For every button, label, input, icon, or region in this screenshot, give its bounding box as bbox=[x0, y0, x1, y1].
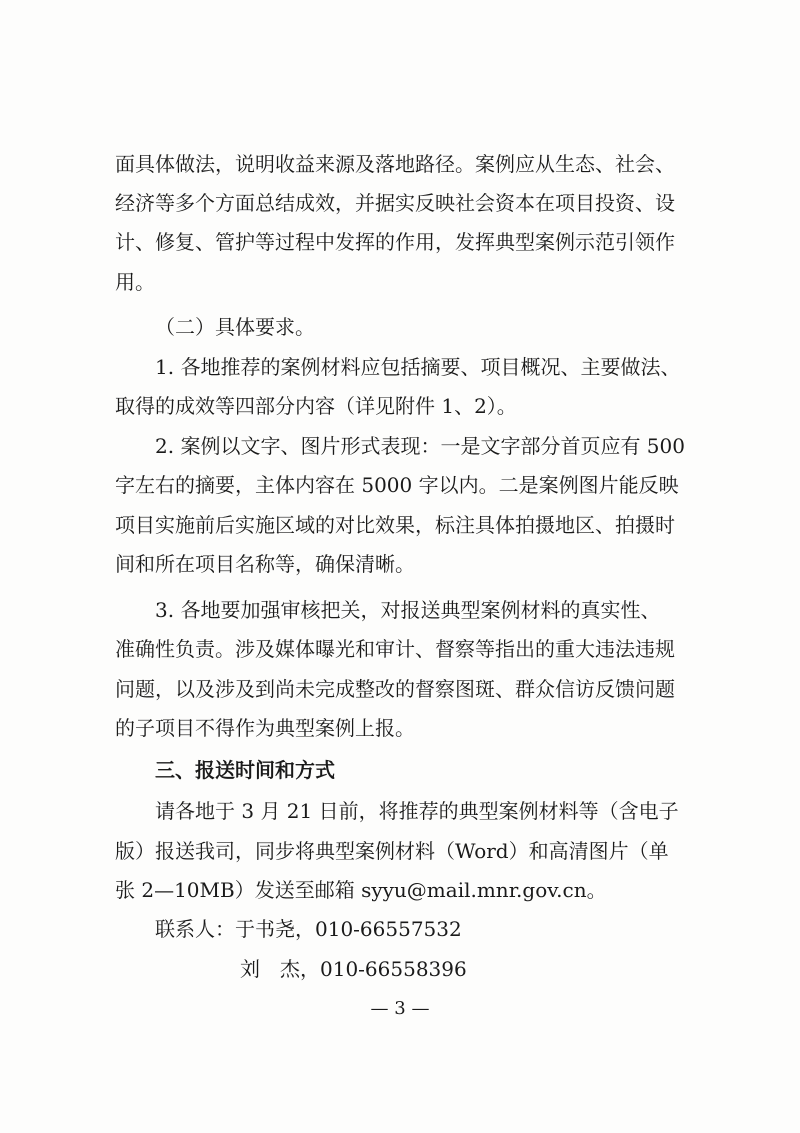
req-3-line-1: 3. 各地要加强审核把关，对报送典型案例材料的真实性、 bbox=[155, 598, 661, 622]
req-2-line-3: 项目实施前后实施区域的对比效果，标注具体拍摄地区、拍摄时 bbox=[115, 513, 675, 537]
page-number: — 3 — bbox=[370, 998, 430, 1019]
req-3-line-3: 问题，以及涉及到尚未完成整改的督察图斑、群众信访反馈问题 bbox=[115, 677, 675, 701]
req-1-line-1: 1. 各地推荐的案例材料应包括摘要、项目概况、主要做法、 bbox=[155, 355, 681, 379]
body-line-1: 面具体做法，说明收益来源及落地路径。案例应从生态、社会、 bbox=[115, 152, 675, 176]
contact-line-2: 刘 杰，010-66558396 bbox=[240, 957, 467, 981]
req-2-line-4: 间和所在项目名称等，确保清晰。 bbox=[115, 552, 415, 576]
contact-line-1: 联系人：于书尧，010-66557532 bbox=[155, 917, 462, 941]
submit-line-3: 张 2—10MB）发送至邮箱 syyu@mail.mnr.gov.cn。 bbox=[115, 878, 607, 902]
body-line-3: 计、修复、管护等过程中发挥的作用，发挥典型案例示范引领作 bbox=[115, 230, 675, 254]
req-3-line-2: 准确性负责。涉及媒体曝光和审计、督察等指出的重大违法违规 bbox=[115, 637, 675, 661]
req-1-line-2: 取得的成效等四部分内容（详见附件 1、2）。 bbox=[115, 394, 517, 418]
req-2-line-2: 字左右的摘要，主体内容在 5000 字以内。二是案例图片能反映 bbox=[115, 473, 679, 497]
submit-line-2: 版）报送我司，同步将典型案例材料（Word）和高清图片（单 bbox=[115, 839, 669, 863]
body-line-4: 用。 bbox=[115, 270, 155, 294]
submit-line-1: 请各地于 3 月 21 日前，将推荐的典型案例材料等（含电子 bbox=[155, 799, 679, 823]
section-heading-3: 三、报送时间和方式 bbox=[155, 758, 335, 782]
section-subheading: （二）具体要求。 bbox=[155, 315, 315, 339]
body-line-2: 经济等多个方面总结成效，并据实反映社会资本在项目投资、设 bbox=[115, 191, 675, 215]
req-3-line-4: 的子项目不得作为典型案例上报。 bbox=[115, 716, 415, 740]
req-2-line-1: 2. 案例以文字、图片形式表现：一是文字部分首页应有 500 bbox=[155, 434, 685, 458]
